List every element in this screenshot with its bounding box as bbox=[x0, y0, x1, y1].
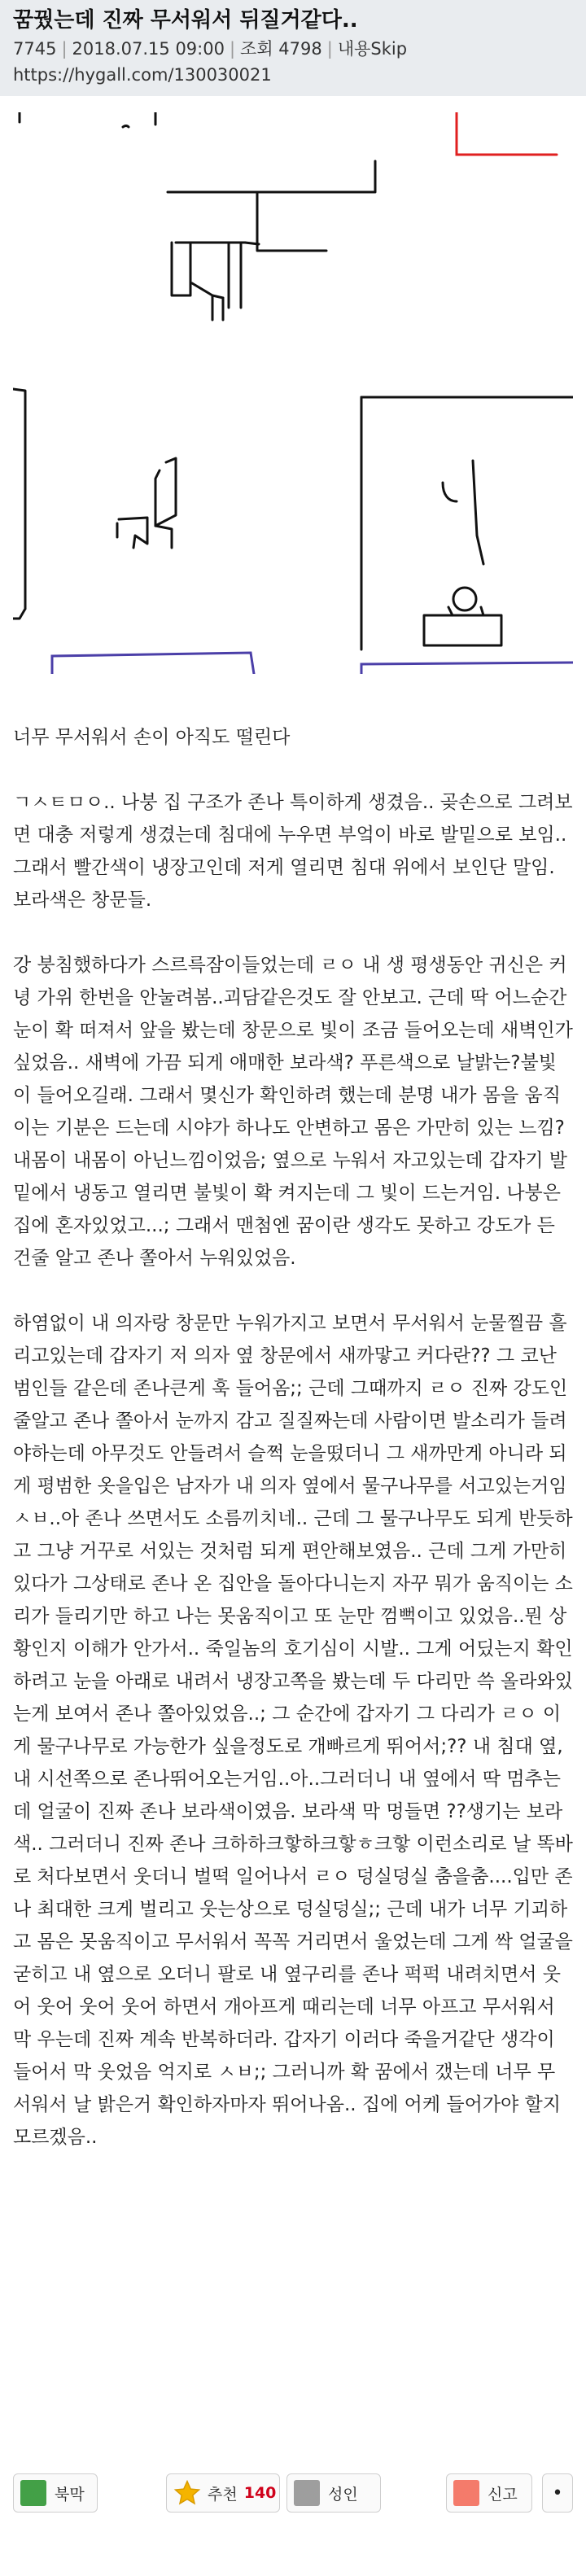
adult-label: 성인 bbox=[328, 2485, 358, 2504]
separator: | bbox=[229, 39, 236, 59]
recommend-label: 추천 bbox=[208, 2485, 238, 2504]
post-header bbox=[0, 0, 586, 96]
body-paragraph: 강 붕침했하다가 스르륵잠이들었는데 ㄹㅇ 내 생 평생동안 귀신은 커녕 가위 한번을 안눌려봄..괴담같은것도 잘 안보고. 근데 딱 어느순간 눈이 확 떠져서 앞을 봤는데 창문으로 빛이 조금 들어오는데 새벽인가 싶었음.. 새벽에 가끔 되게 애매한 보라색? 푸른색으로 날밝는?불빛이 들어오길래. 그래서 몇신가 확인하려 했는데 분명 내가 몸을 움직이는 기분은 드는데 시야가 하나도 안변하고 몸은 가만히 있는 느낌? 내몸이 내몸이 아닌느낌이었음; 옆으로 누워서 자고있는데 갑자기 발 밑에서 냉동고 열리면 불빛이 확 켜지는데 그 빛이 드는거임. 나붕은 집에 혼자있었고...; 그래서 맨첨엔 꿈이란 생각도 못하고 강도가 든건줄 알고 존나 쫄아서 누워있었음. bbox=[13, 955, 573, 1269]
more-icon: • bbox=[552, 2482, 563, 2504]
adult-icon bbox=[294, 2480, 320, 2506]
report-button[interactable] bbox=[446, 2473, 532, 2513]
post-url[interactable]: https://hygall.com/130030021 bbox=[13, 65, 272, 85]
action-bar bbox=[0, 2462, 586, 2519]
post-date: 2018.07.15 09:00 bbox=[72, 39, 225, 59]
star-icon bbox=[173, 2479, 201, 2507]
bookmark-button[interactable] bbox=[13, 2473, 98, 2513]
bookmark-icon bbox=[20, 2480, 46, 2506]
post-title: 꿈꿨는데 진짜 무서워서 뒤질거같다.. bbox=[13, 8, 358, 33]
more-button[interactable] bbox=[542, 2473, 573, 2513]
floor-plan-sketch bbox=[13, 112, 573, 674]
bookmark-label: 북막 bbox=[55, 2485, 85, 2504]
body-intro: 너무 무서워서 손이 아직도 떨린다 bbox=[13, 727, 291, 748]
recommend-count: 140 bbox=[243, 2484, 277, 2502]
floor-plan-drawing bbox=[13, 112, 573, 674]
post-id: 7745 bbox=[13, 39, 57, 59]
report-icon bbox=[453, 2480, 479, 2506]
post-meta bbox=[13, 36, 573, 62]
separator: | bbox=[61, 39, 68, 59]
separator: | bbox=[326, 39, 333, 59]
body-paragraph: 하염없이 내 의자랑 창문만 누워가지고 보면서 무서워서 눈물찔끔 흘리고있는데 갑자기 저 의자 옆 창문에서 새까맣고 커다란?? 그 코난 범인들 같은데 존나큰게 훅 들어옴;; 근데 그때까지 ㄹㅇ 진짜 강도인줄알고 존나 쫄아서 눈까지 감고 질질짜는데 사람이면 발소리가 들려야하는데 아무것도 안들려서 슬쩍 눈을떴더니 그 새까만게 아니라 되게 평범한 옷을입은 남자가 내 의자 옆에서 물구나무를 서고있는거임 ㅅㅂ..아 존나 쓰면서도 소름끼치네.. 근데 그 물구나무도 되게 반듯하고 그냥 거꾸로 서있는 것처럼 되게 편안해보였음.. 근데 그게 가만히 있다가 그상태로 존나 온 집안을 돌아다니는지 자꾸 뭐가 움직이는 소리가 들리기만 하고 나는 못움직이고 또 눈만 껌뻑이고 있었음..뭔 상황인지 이해가 안가서.. 죽일놈의 호기심이 시발.. 그게 어딨는지 확인하려고 눈을 아래로 내려서 냉장고쪽을 봤는데 두 다리만 쓱 올라와있는게 보여서 존나 쫄아있었음..; 그 순간에 갑자기 그 다리가 ㄹㅇ 이게 물구나무로 가능한가 싶을정도로 개빠르게 뛰어서;?? 내 침대 옆, 내 시선쪽으로 존나뛰어오는거임..아..그러더니 내 옆에서 딱 멈추는데 얼굴이 진짜 존나 보라색이였음. 보라색 막 멍들면 ??생기는 보라색.. 그러더니 진짜 존나 크하하크핳하크핳ㅎ크핳 이런소리로 날 똑바로 처다보면서 웃더니 벌떡 일어나서 ㄹㅇ 덩실덩실 춤을춤....입만 존나 최대한 크게 벌리고 웃는상으로 덩실덩실;; 근데 내가 너무 기괴하고 몸은 못움직이고 무서워서 꼭꼭 거리면서 울었는데 그게 싹 얼굴을 굳히고 내 옆으로 오더니 팔로 내 옆구리를 존나 퍽퍽 내려치면서 웃어 웃어 웃어 웃어 하면서 개아프게 때리는데 너무 아프고 무서워서 막 우는데 진짜 계속 반복하더라. 갑자기 이러다 죽을거같단 생각이 들어서 막 웃었음 억지로 ㅅㅂ;; 그러니까 확 꿈에서 갰는데 너무 무서워서 날 밝은거 확인하자마자 뛰어나옴.. 집에 어케 들어가야 할지 모르겠음.. bbox=[13, 1313, 573, 2148]
report-label: 신고 bbox=[488, 2485, 518, 2504]
adult-button[interactable] bbox=[286, 2473, 381, 2513]
post-body bbox=[0, 721, 586, 2154]
recommend-button[interactable] bbox=[166, 2473, 280, 2513]
skip-content-link[interactable]: 내용Skip bbox=[337, 39, 408, 59]
view-count: 조회 4798 bbox=[240, 39, 322, 59]
body-paragraph: ㄱㅅㅌㅁㅇ.. 나붕 집 구조가 존나 특이하게 생겼음.. 곶손으로 그려보면 대충 저렇게 생겼는데 침대에 누우면 부엌이 바로 발밑으로 보임..그래서 빨간색이 냉장고인데 저게 열리면 침대 위에서 보인단 말임. 보라색은 창문들. bbox=[13, 792, 573, 911]
